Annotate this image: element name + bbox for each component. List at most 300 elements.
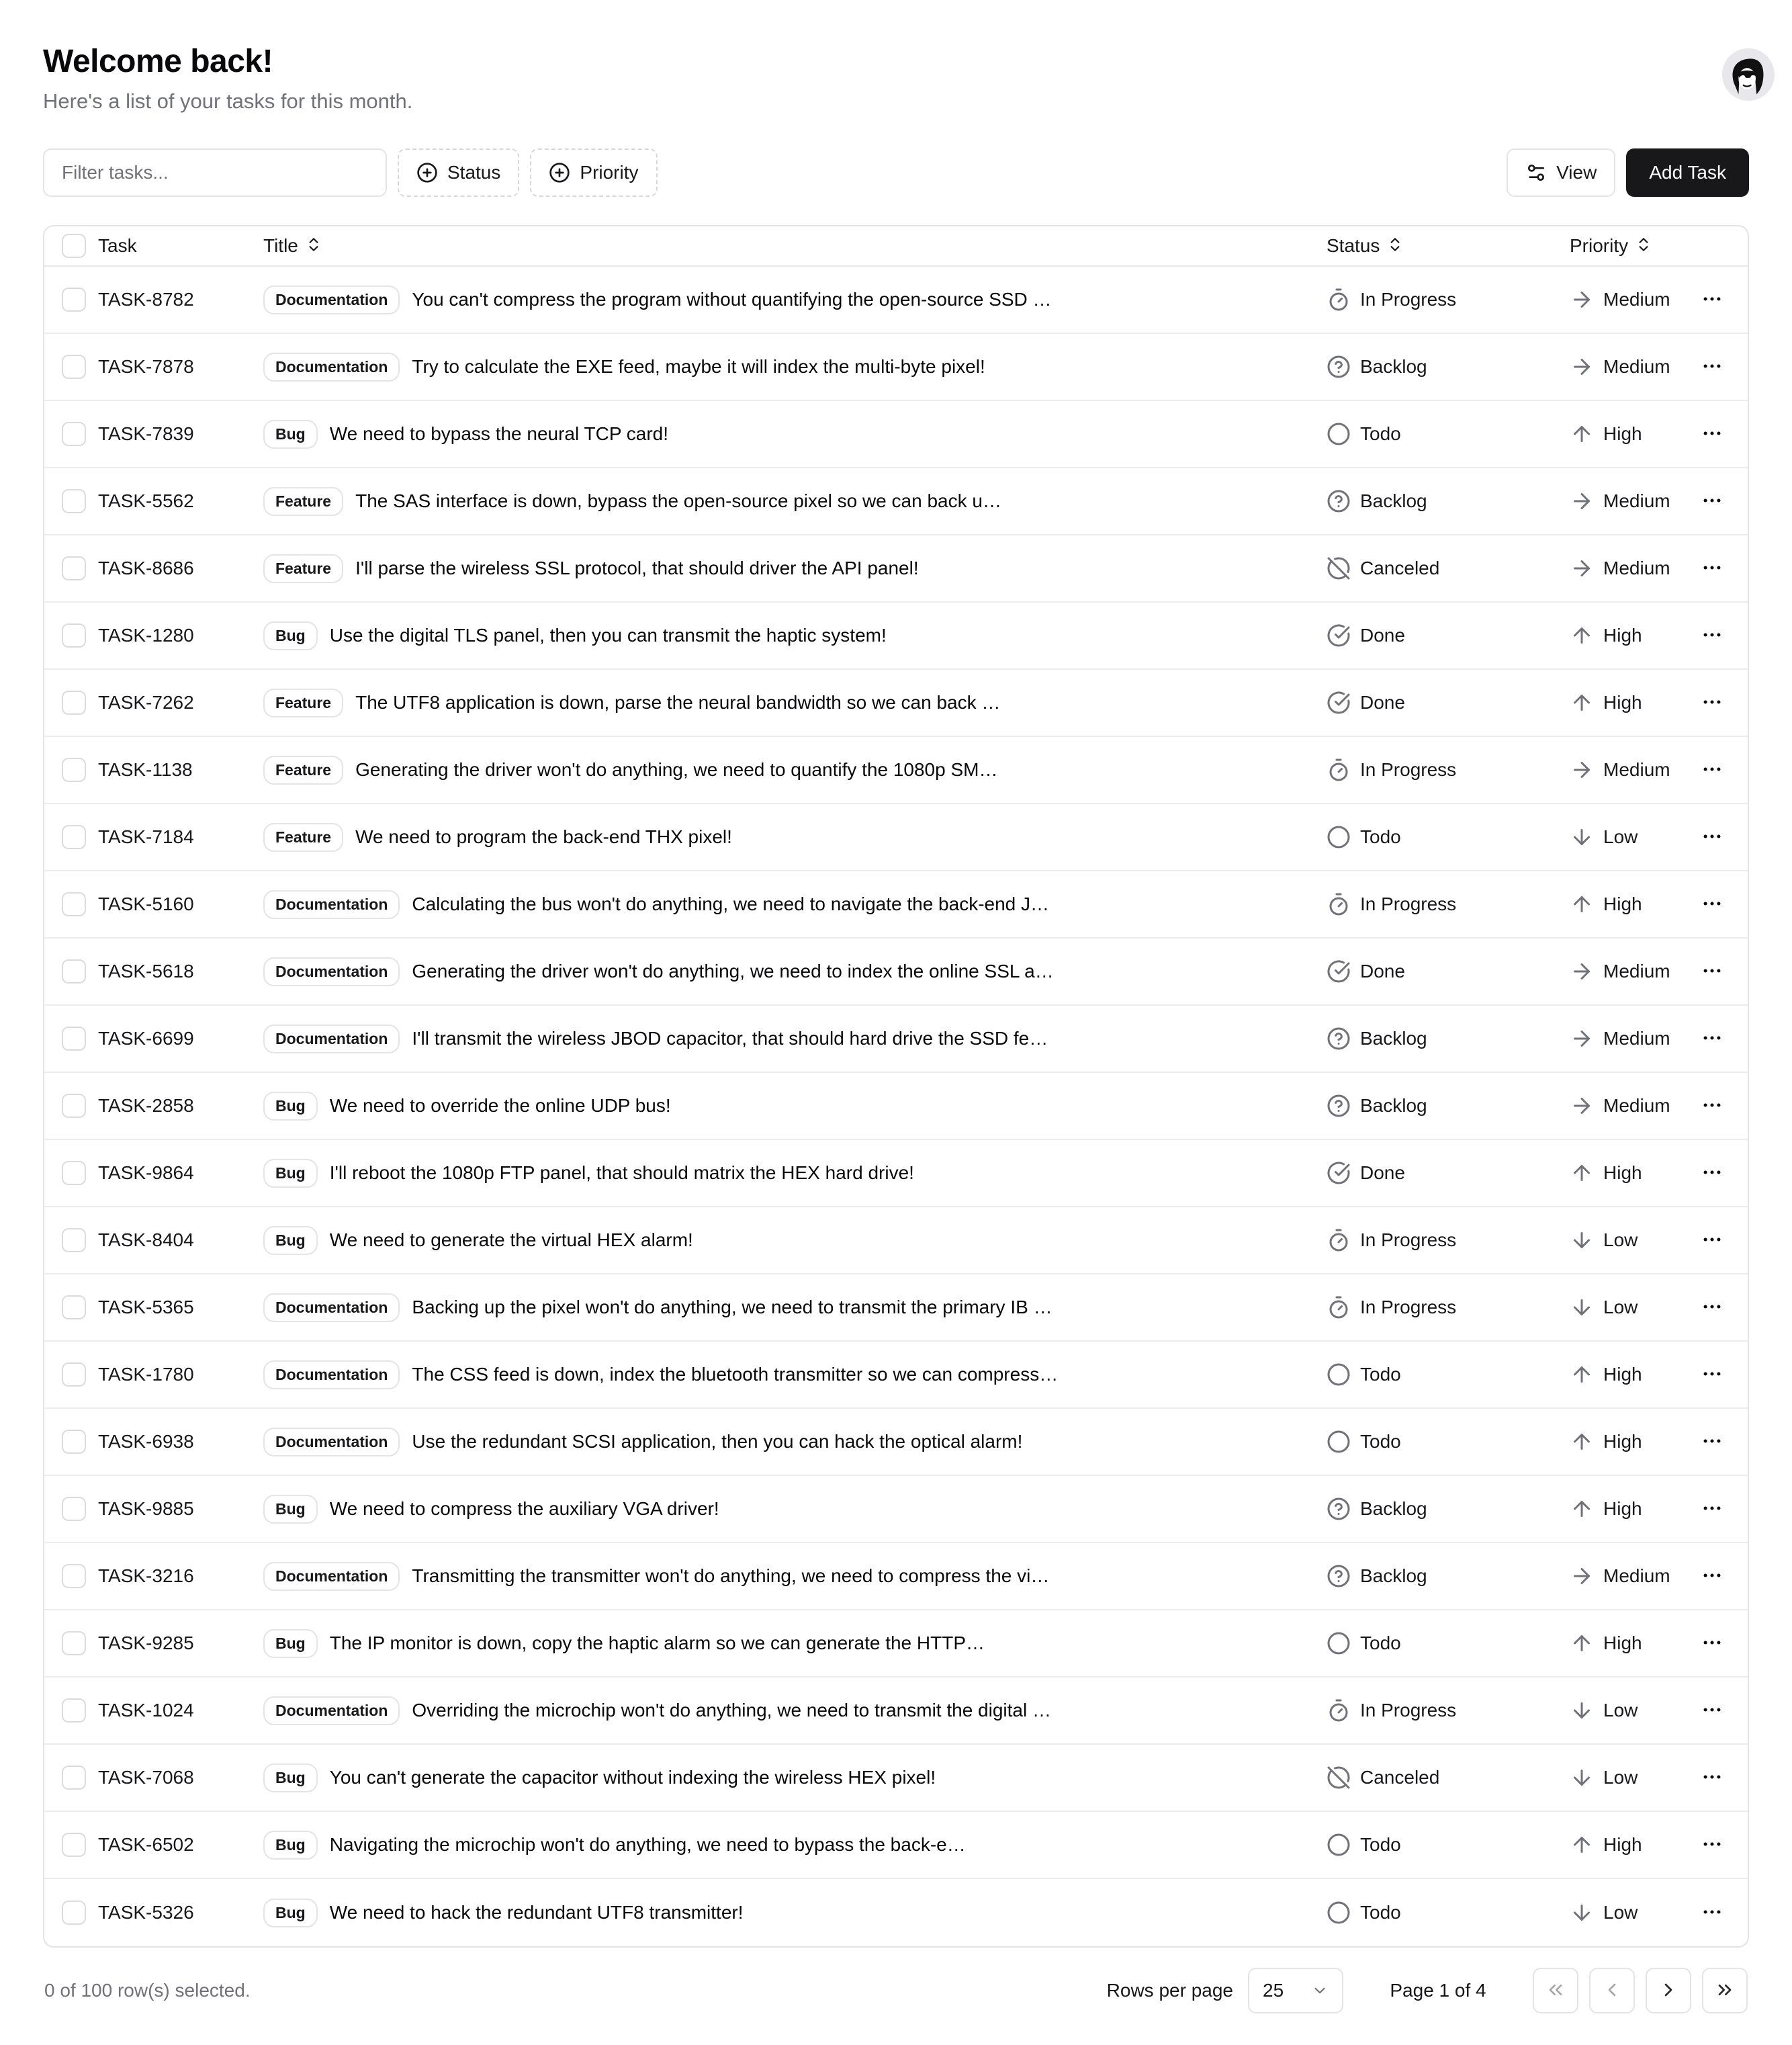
- row-actions-button[interactable]: [1694, 482, 1730, 521]
- row-actions-button[interactable]: [1694, 818, 1730, 857]
- arrow-right-icon: [1570, 288, 1594, 312]
- row-actions-button[interactable]: [1694, 1154, 1730, 1192]
- priority-filter-label: Priority: [580, 162, 639, 183]
- page-title: Welcome back!: [43, 44, 273, 79]
- task-title: The IP monitor is down, copy the haptic alarm so we can generate the HTTP…: [329, 1633, 985, 1653]
- table-header-row: [44, 226, 1748, 267]
- priority-label: Medium: [1603, 558, 1670, 578]
- table-row: [44, 1678, 1748, 1745]
- task-title: Navigating the microchip won't do anything, we need to bypass the back-e…: [329, 1834, 966, 1855]
- row-checkbox[interactable]: [62, 1295, 86, 1319]
- task-id: TASK-8782: [98, 289, 194, 310]
- priority-label: High: [1603, 423, 1642, 444]
- arrow-up-icon: [1570, 691, 1594, 715]
- task-title: You can't generate the capacitor without indexing the wireless HEX pixel!: [329, 1767, 936, 1788]
- task-status: [1316, 892, 1559, 916]
- help-circle-icon: [1327, 355, 1351, 379]
- chevron-left-icon: [1601, 1979, 1623, 2003]
- task-priority: [1559, 422, 1676, 446]
- status-label: Done: [1360, 1162, 1405, 1183]
- table-row: [44, 401, 1748, 468]
- toolbar: [43, 148, 1749, 197]
- row-actions-button[interactable]: [1694, 751, 1730, 789]
- row-actions-button[interactable]: [1694, 953, 1730, 991]
- column-header-priority[interactable]: Priority: [1570, 235, 1652, 257]
- task-priority: [1559, 1430, 1676, 1454]
- row-actions-button[interactable]: [1694, 885, 1730, 924]
- task-type-badge: Bug: [263, 1899, 318, 1927]
- task-priority: [1559, 1497, 1676, 1521]
- selection-count: 0 of 100 row(s) selected.: [44, 1980, 251, 2001]
- status-filter-button[interactable]: [398, 148, 519, 197]
- arrow-up-icon: [1570, 1161, 1594, 1185]
- row-actions-button[interactable]: [1694, 1289, 1730, 1327]
- view-button-label: View: [1556, 162, 1597, 183]
- ellipsis-icon: [1701, 1161, 1723, 1186]
- table-row: [44, 737, 1748, 804]
- task-type-badge: Bug: [263, 1495, 318, 1524]
- task-title: We need to override the online UDP bus!: [329, 1095, 671, 1116]
- row-checkbox[interactable]: [62, 489, 86, 513]
- circle-plus-icon: [549, 162, 570, 183]
- row-actions-button[interactable]: [1694, 415, 1730, 453]
- row-checkbox[interactable]: [62, 1161, 86, 1185]
- task-status: [1316, 422, 1559, 446]
- task-status: [1316, 1362, 1559, 1387]
- table-row: [44, 1745, 1748, 1812]
- tasks-table: [43, 225, 1749, 1948]
- chevrons-up-down-icon: [1635, 236, 1652, 257]
- table-row: [44, 535, 1748, 603]
- ellipsis-icon: [1701, 623, 1723, 648]
- table-row: [44, 1543, 1748, 1610]
- table-row: [44, 939, 1748, 1006]
- table-row: [44, 1879, 1748, 1946]
- circle-icon: [1327, 422, 1351, 446]
- task-title: You can't compress the program without quantifying the open-source SSD …: [412, 289, 1052, 310]
- task-priority: [1559, 1228, 1676, 1252]
- task-status: [1316, 959, 1559, 984]
- ellipsis-icon: [1701, 1698, 1723, 1723]
- task-id: TASK-3216: [98, 1565, 194, 1586]
- chevrons-right-icon: [1714, 1979, 1736, 2003]
- table-row: [44, 804, 1748, 871]
- column-header-title[interactable]: Title: [263, 235, 322, 257]
- table-row: [44, 1812, 1748, 1879]
- task-title: I'll reboot the 1080p FTP panel, that should matrix the HEX hard drive!: [329, 1162, 914, 1183]
- task-status: [1316, 1094, 1559, 1118]
- priority-label: High: [1603, 894, 1642, 914]
- sliders-icon: [1525, 162, 1547, 183]
- status-label: Backlog: [1360, 1498, 1427, 1519]
- task-title: Calculating the bus won't do anything, we need to navigate the back-end J…: [412, 894, 1050, 914]
- row-actions-button[interactable]: [1694, 1423, 1730, 1461]
- task-type-badge: Documentation: [263, 1360, 400, 1389]
- row-actions-button[interactable]: [1694, 1624, 1730, 1663]
- circle-check-icon: [1327, 1161, 1351, 1185]
- task-type-badge: Bug: [263, 1764, 318, 1792]
- circle-icon: [1327, 1833, 1351, 1857]
- task-id: TASK-6502: [98, 1834, 194, 1855]
- priority-label: Medium: [1603, 289, 1670, 310]
- priority-label: High: [1603, 1162, 1642, 1183]
- task-type-badge: Bug: [263, 1092, 318, 1121]
- ellipsis-icon: [1701, 825, 1723, 850]
- arrow-down-icon: [1570, 1766, 1594, 1790]
- row-actions-button[interactable]: [1694, 1490, 1730, 1528]
- task-id: TASK-8404: [98, 1229, 194, 1250]
- task-title: We need to generate the virtual HEX alarm!: [329, 1229, 693, 1250]
- task-type-badge: Feature: [263, 689, 343, 717]
- task-priority: [1559, 1833, 1676, 1857]
- filter-tasks-input[interactable]: [43, 148, 387, 197]
- task-title: I'll transmit the wireless JBOD capacitor, that should hard drive the SSD fe…: [412, 1028, 1048, 1049]
- chevrons-up-down-icon: [305, 236, 322, 257]
- row-checkbox[interactable]: [62, 1430, 86, 1454]
- column-header-task: Task: [98, 235, 137, 256]
- task-status: [1316, 556, 1559, 580]
- table-row: [44, 670, 1748, 737]
- task-priority: [1559, 1766, 1676, 1790]
- chevrons-left-icon: [1545, 1979, 1566, 2003]
- task-priority: [1559, 892, 1676, 916]
- chevron-right-icon: [1658, 1979, 1679, 2003]
- task-title: Use the digital TLS panel, then you can transmit the haptic system!: [329, 625, 887, 646]
- ellipsis-icon: [1701, 892, 1723, 917]
- row-checkbox[interactable]: [62, 1094, 86, 1118]
- avatar-face-icon: [1722, 48, 1775, 101]
- arrow-down-icon: [1570, 1295, 1594, 1319]
- task-type-badge: Documentation: [263, 1562, 400, 1591]
- priority-label: Medium: [1603, 1028, 1670, 1049]
- ellipsis-icon: [1701, 489, 1723, 514]
- user-avatar[interactable]: [1722, 48, 1775, 101]
- timer-icon: [1327, 1228, 1351, 1252]
- task-type-badge: Feature: [263, 823, 343, 852]
- timer-icon: [1327, 288, 1351, 312]
- task-id: TASK-9885: [98, 1498, 194, 1519]
- task-id: TASK-7839: [98, 423, 194, 444]
- table-row: [44, 603, 1748, 670]
- row-actions-button[interactable]: [1694, 550, 1730, 588]
- ellipsis-icon: [1701, 1430, 1723, 1454]
- ellipsis-icon: [1701, 1766, 1723, 1790]
- arrow-right-icon: [1570, 1564, 1594, 1588]
- status-label: Backlog: [1360, 490, 1427, 511]
- row-checkbox[interactable]: [62, 288, 86, 312]
- task-type-badge: Bug: [263, 420, 318, 449]
- row-actions-button[interactable]: [1694, 617, 1730, 655]
- row-checkbox[interactable]: [62, 355, 86, 379]
- circle-off-icon: [1327, 556, 1351, 580]
- task-title: The UTF8 application is down, parse the neural bandwidth so we can back …: [355, 692, 1001, 713]
- circle-icon: [1327, 1430, 1351, 1454]
- row-actions-button[interactable]: [1694, 1356, 1730, 1394]
- row-actions-button[interactable]: [1694, 1826, 1730, 1864]
- priority-label: Medium: [1603, 759, 1670, 780]
- row-actions-button[interactable]: [1694, 1087, 1730, 1125]
- table-row: [44, 468, 1748, 535]
- ellipsis-icon: [1701, 1027, 1723, 1051]
- arrow-down-icon: [1570, 1698, 1594, 1723]
- row-actions-button[interactable]: [1694, 1221, 1730, 1260]
- task-id: TASK-1780: [98, 1364, 194, 1385]
- task-priority: [1559, 1698, 1676, 1723]
- task-status: [1316, 1295, 1559, 1319]
- row-actions-button[interactable]: [1694, 1894, 1730, 1932]
- row-actions-button[interactable]: [1694, 281, 1730, 319]
- row-checkbox[interactable]: [62, 1698, 86, 1723]
- task-id: TASK-5562: [98, 490, 194, 511]
- task-title: We need to bypass the neural TCP card!: [329, 423, 669, 444]
- column-header-status[interactable]: Status: [1327, 235, 1404, 257]
- task-title: We need to program the back-end THX pixel!: [355, 826, 732, 847]
- ellipsis-icon: [1701, 1094, 1723, 1119]
- circle-icon: [1327, 1901, 1351, 1925]
- task-status: [1316, 1228, 1559, 1252]
- timer-icon: [1327, 1698, 1351, 1723]
- task-type-badge: Documentation: [263, 286, 400, 314]
- arrow-right-icon: [1570, 556, 1594, 580]
- arrow-up-icon: [1570, 892, 1594, 916]
- ellipsis-icon: [1701, 1362, 1723, 1387]
- rows-per-page-select[interactable]: [1248, 1968, 1343, 2013]
- task-type-badge: Bug: [263, 1831, 318, 1860]
- ellipsis-icon: [1701, 1564, 1723, 1589]
- row-checkbox[interactable]: [62, 1564, 86, 1588]
- task-status: [1316, 691, 1559, 715]
- arrow-right-icon: [1570, 1027, 1594, 1051]
- ellipsis-icon: [1701, 959, 1723, 984]
- arrow-right-icon: [1570, 489, 1594, 513]
- priority-filter-button[interactable]: [530, 148, 657, 197]
- row-checkbox[interactable]: [62, 1901, 86, 1925]
- priority-label: High: [1603, 625, 1642, 646]
- row-checkbox[interactable]: [62, 1766, 86, 1790]
- task-status: [1316, 1497, 1559, 1521]
- timer-icon: [1327, 892, 1351, 916]
- row-checkbox[interactable]: [62, 691, 86, 715]
- status-label: Todo: [1360, 423, 1401, 444]
- next-page-button[interactable]: [1646, 1968, 1691, 2013]
- add-task-label: Add Task: [1649, 162, 1726, 183]
- task-priority: [1559, 1295, 1676, 1319]
- select-all-checkbox[interactable]: [62, 234, 86, 258]
- row-actions-button[interactable]: [1694, 1020, 1730, 1058]
- row-actions-button[interactable]: [1694, 1759, 1730, 1797]
- rows-per-page-label: Rows per page: [1106, 1980, 1233, 2001]
- priority-label: Low: [1603, 1902, 1638, 1923]
- pagination: [1533, 1968, 1748, 2013]
- table-row: [44, 1006, 1748, 1073]
- task-id: TASK-5365: [98, 1297, 194, 1317]
- status-label: Todo: [1360, 1364, 1401, 1385]
- row-actions-button[interactable]: [1694, 1557, 1730, 1596]
- status-label: Done: [1360, 692, 1405, 713]
- table-row: [44, 1476, 1748, 1543]
- task-type-badge: Feature: [263, 487, 343, 516]
- task-priority: [1559, 1362, 1676, 1387]
- ellipsis-icon: [1701, 355, 1723, 380]
- task-title: We need to compress the auxiliary VGA driver!: [329, 1498, 719, 1519]
- status-label: Backlog: [1360, 1028, 1427, 1049]
- last-page-button[interactable]: [1702, 1968, 1748, 2013]
- task-id: TASK-9864: [98, 1162, 194, 1183]
- task-title: The CSS feed is down, index the bluetooth transmitter so we can compress…: [412, 1364, 1059, 1385]
- first-page-button[interactable]: [1533, 1968, 1578, 2013]
- task-status: [1316, 489, 1559, 513]
- table-row: [44, 1409, 1748, 1476]
- arrow-down-icon: [1570, 1901, 1594, 1925]
- status-label: Backlog: [1360, 356, 1427, 377]
- table-row: [44, 871, 1748, 939]
- ellipsis-icon: [1701, 556, 1723, 581]
- row-actions-button[interactable]: [1694, 1692, 1730, 1730]
- chevron-down-icon: [1311, 1982, 1329, 1999]
- priority-label: Medium: [1603, 1565, 1670, 1586]
- task-status: [1316, 1564, 1559, 1588]
- table-body: [44, 267, 1748, 1946]
- task-type-badge: Documentation: [263, 1293, 400, 1322]
- task-priority: [1559, 1564, 1676, 1588]
- row-checkbox[interactable]: [62, 1631, 86, 1655]
- table-footer: [43, 1968, 1749, 2013]
- ellipsis-icon: [1701, 1833, 1723, 1858]
- status-label: In Progress: [1360, 759, 1457, 780]
- status-label: In Progress: [1360, 894, 1457, 914]
- task-id: TASK-1280: [98, 625, 194, 646]
- task-priority: [1559, 825, 1676, 849]
- row-actions-button[interactable]: [1694, 348, 1730, 386]
- priority-label: High: [1603, 1364, 1642, 1385]
- page-info: Page 1 of 4: [1390, 1980, 1486, 2001]
- status-label: Todo: [1360, 1834, 1401, 1855]
- ellipsis-icon: [1701, 1901, 1723, 1925]
- task-id: TASK-7878: [98, 356, 194, 377]
- arrow-up-icon: [1570, 1362, 1594, 1387]
- rows-per-page-value: 25: [1263, 1980, 1284, 2001]
- circle-check-icon: [1327, 691, 1351, 715]
- row-checkbox[interactable]: [62, 758, 86, 782]
- circle-icon: [1327, 825, 1351, 849]
- row-checkbox[interactable]: [62, 422, 86, 446]
- status-label: In Progress: [1360, 1297, 1457, 1317]
- row-checkbox[interactable]: [62, 959, 86, 984]
- row-checkbox[interactable]: [62, 623, 86, 648]
- view-button[interactable]: [1507, 148, 1615, 197]
- task-priority: [1559, 1094, 1676, 1118]
- task-status: [1316, 1027, 1559, 1051]
- ellipsis-icon: [1701, 1631, 1723, 1656]
- status-label: Canceled: [1360, 558, 1440, 578]
- task-title: Generating the driver won't do anything, we need to quantify the 1080p SM…: [355, 759, 998, 780]
- task-status: [1316, 1161, 1559, 1185]
- task-title: We need to hack the redundant UTF8 transmitter!: [329, 1902, 744, 1923]
- task-type-badge: Feature: [263, 554, 343, 583]
- add-task-button[interactable]: [1626, 148, 1749, 197]
- task-type-badge: Documentation: [263, 957, 400, 986]
- circle-check-icon: [1327, 623, 1351, 648]
- help-circle-icon: [1327, 1027, 1351, 1051]
- row-checkbox[interactable]: [62, 556, 86, 580]
- circle-check-icon: [1327, 959, 1351, 984]
- task-id: TASK-5326: [98, 1902, 194, 1923]
- task-id: TASK-6938: [98, 1431, 194, 1452]
- task-id: TASK-7184: [98, 826, 194, 847]
- circle-off-icon: [1327, 1766, 1351, 1790]
- task-id: TASK-7262: [98, 692, 194, 713]
- task-type-badge: Documentation: [263, 1428, 400, 1456]
- previous-page-button[interactable]: [1589, 1968, 1635, 2013]
- status-label: Todo: [1360, 826, 1401, 847]
- arrow-down-icon: [1570, 825, 1594, 849]
- row-checkbox[interactable]: [62, 1833, 86, 1857]
- task-type-badge: Bug: [263, 1226, 318, 1255]
- task-type-badge: Documentation: [263, 890, 400, 919]
- priority-label: Medium: [1603, 356, 1670, 377]
- status-label: In Progress: [1360, 1700, 1457, 1721]
- task-id: TASK-1138: [98, 759, 193, 780]
- task-title: Transmitting the transmitter won't do anything, we need to compress the vi…: [412, 1565, 1050, 1586]
- row-checkbox[interactable]: [62, 892, 86, 916]
- task-title: Try to calculate the EXE feed, maybe it will index the multi-byte pixel!: [412, 356, 985, 377]
- table-row: [44, 1342, 1748, 1409]
- table-row: [44, 1274, 1748, 1342]
- row-checkbox[interactable]: [62, 825, 86, 849]
- task-priority: [1559, 959, 1676, 984]
- ellipsis-icon: [1701, 1497, 1723, 1522]
- task-title: Overriding the microchip won't do anything, we need to transmit the digital …: [412, 1700, 1051, 1721]
- row-checkbox[interactable]: [62, 1027, 86, 1051]
- ellipsis-icon: [1701, 691, 1723, 715]
- priority-label: Low: [1603, 1700, 1638, 1721]
- circle-icon: [1327, 1362, 1351, 1387]
- rows-per-page: [1107, 1968, 1343, 2013]
- task-priority: [1559, 623, 1676, 648]
- status-label: Todo: [1360, 1431, 1401, 1452]
- task-title: I'll parse the wireless SSL protocol, that should driver the API panel!: [355, 558, 919, 578]
- task-type-badge: Feature: [263, 756, 343, 785]
- task-status: [1316, 1901, 1559, 1925]
- row-checkbox[interactable]: [62, 1228, 86, 1252]
- status-label: Canceled: [1360, 1767, 1440, 1788]
- priority-label: High: [1603, 1498, 1642, 1519]
- task-title: Backing up the pixel won't do anything, we need to transmit the primary IB …: [412, 1297, 1052, 1317]
- row-actions-button[interactable]: [1694, 684, 1730, 722]
- task-priority: [1559, 691, 1676, 715]
- task-id: TASK-9285: [98, 1633, 194, 1653]
- task-status: [1316, 623, 1559, 648]
- arrow-up-icon: [1570, 1631, 1594, 1655]
- task-id: TASK-5618: [98, 961, 194, 982]
- row-checkbox[interactable]: [62, 1362, 86, 1387]
- ellipsis-icon: [1701, 288, 1723, 312]
- help-circle-icon: [1327, 1497, 1351, 1521]
- task-priority: [1559, 489, 1676, 513]
- ellipsis-icon: [1701, 1228, 1723, 1253]
- task-priority: [1559, 1631, 1676, 1655]
- task-id: TASK-1024: [98, 1700, 194, 1721]
- page-subtitle: Here's a list of your tasks for this month.: [43, 89, 413, 113]
- status-label: Backlog: [1360, 1095, 1427, 1116]
- ellipsis-icon: [1701, 422, 1723, 447]
- page-header: [43, 43, 1749, 114]
- row-checkbox[interactable]: [62, 1497, 86, 1521]
- task-type-badge: Bug: [263, 621, 318, 650]
- arrow-up-icon: [1570, 1497, 1594, 1521]
- task-id: TASK-2858: [98, 1095, 194, 1116]
- circle-plus-icon: [416, 162, 438, 183]
